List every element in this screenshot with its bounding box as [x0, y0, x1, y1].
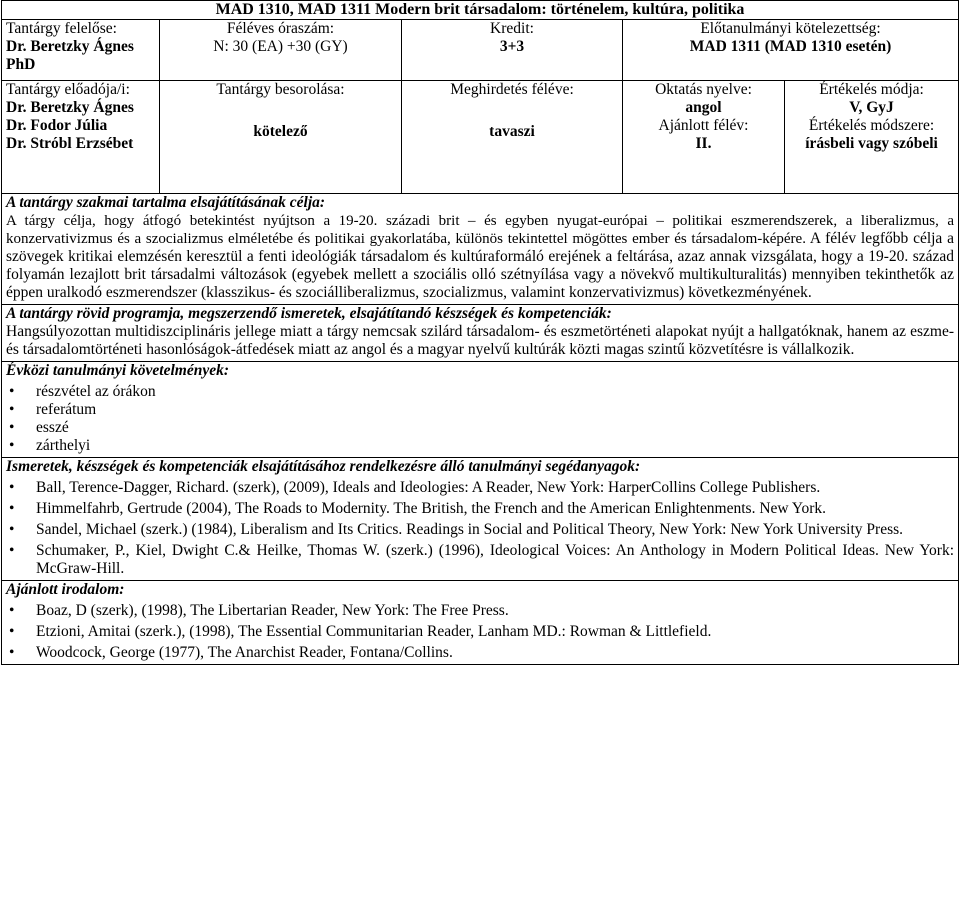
cel-heading: A tantárgy szakmai tartalma elsajátításának célja: [6, 194, 326, 211]
cel-body-a: A tárgy célja, hogy átfogó betekintést nyújtson a 19-20. századi brit – és egyben nyugat-európai – politikai eszmerendszerek, a liberalizmus, a konzervativizmus és a szocializmus elméletébe és politikai gyakorlatába, különös tekintettel mögöttes ember és társadalom-képére. [6, 213, 955, 247]
kovetelmenyek-list [6, 383, 954, 455]
elotan-label: Előtanulmányi kötelezettség: [700, 20, 881, 37]
besorolas-value: kötelező [253, 123, 308, 140]
list-item: • részvétel az órákon [6, 383, 954, 401]
nyelv-label: Oktatás nyelve: [655, 81, 752, 98]
irodalom-list [6, 602, 954, 662]
felelos-cell [2, 20, 160, 81]
eloado-3: Dr. Stróbl Erzsébet [6, 135, 134, 152]
felelos-name: Dr. Beretzky Ágnes PhD [6, 38, 134, 73]
meghirdetes-label: Meghirdetés féléve: [450, 81, 574, 98]
kovetelmenyek-section [2, 362, 959, 458]
meghirdetes-cell [402, 81, 623, 194]
nyelv-cell [623, 81, 785, 194]
ertekeles-cell [785, 81, 959, 194]
modszer-label: Értékelés módszere: [808, 117, 935, 134]
nyelv-value: angol [685, 99, 722, 116]
besorolas-label: Tantárgy besorolása: [216, 81, 345, 98]
segedanyagok-section [2, 458, 959, 581]
felelos-label: Tantárgy felelőse: [6, 20, 117, 37]
eloado-2: Dr. Fodor Júlia [6, 117, 108, 134]
eloado-1: Dr. Beretzky Ágnes [6, 99, 134, 116]
segedanyagok-heading: Ismeretek, készségek és kompetenciák elsajátításához rendelkezésre álló tanulmányi segédanyagok: [6, 458, 641, 475]
cel-section [2, 194, 959, 305]
meghirdetes-value: tavaszi [489, 123, 535, 140]
list-item: • referátum [6, 401, 954, 419]
eloado-label: Tantárgy előadója/i: [6, 81, 130, 98]
irodalom-heading: Ajánlott irodalom: [6, 581, 125, 598]
besorolas-cell [160, 81, 402, 194]
oraszam-value: N: 30 (EA) +30 (GY) [213, 38, 348, 55]
list-item: • zárthelyi [6, 437, 954, 455]
ertekeles-value: V, GyJ [849, 99, 894, 116]
list-item: • Sandel, Michael (szerk.) (1984), Liberalism and Its Critics. Readings in Social and Political Theory, New York: New York University Press. [6, 521, 954, 539]
course-title: MAD 1310, MAD 1311 Modern brit társadalom: történelem, kultúra, politika [2, 1, 959, 20]
segedanyagok-list [6, 479, 954, 578]
list-item: • Schumaker, P., Kiel, Dwight C.& Heilke, Thomas W. (szerk.) (1996), Ideological Voices: An Anthology in Modern Political Ideas. New York: McGraw-Hill. [6, 542, 954, 578]
kredit-value: 3+3 [499, 38, 525, 55]
program-heading: A tantárgy rövid programja, megszerzendő ismeretek, elsajátítandó készségek és kompetenciák: [6, 305, 612, 322]
ertekeles-label: Értékelés módja: [819, 81, 924, 98]
program-body: Hangsúlyozottan multidiszciplináris jellege miatt a tárgy nemcsak szilárd társadalom- és eszmetörténeti alapokat nyújt a hallgatóknak, hanem az eszme- és társadalomtörténeti hasonlóságok-átfedések miatt az angol és a magyar nyelvű kultúrák közti magas szintű közvetítésre is vállalkozik. [6, 323, 955, 358]
cel-body [6, 212, 954, 302]
kovetelmenyek-heading: Évközi tanulmányi követelmények: [6, 362, 230, 379]
list-item: • Himmelfahrb, Gertrude (2004), The Roads to Modernity. The British, the French and the American Enlightenments. New York. [6, 500, 954, 518]
modszer-value: írásbeli vagy szóbeli [805, 135, 938, 152]
course-table [1, 0, 959, 665]
ajanlott-value: II. [695, 135, 712, 152]
eloado-cell [2, 81, 160, 194]
program-section [2, 305, 959, 362]
oraszam-cell [160, 20, 402, 81]
ajanlott-label: Ajánlott félév: [658, 117, 749, 134]
list-item: • esszé [6, 419, 954, 437]
list-item: • Boaz, D (szerk), (1998), The Libertarian Reader, New York: The Free Press. [6, 602, 954, 620]
cel-body-b: A félév legfőbb célja a szövegek kritikai elemzésén keresztül a fenti ideológiák társadalom és kultúraformáló erejének a feltárása, azaz annak vizsgálata, hogy a 19-20. század folyamán lezajlott brit társadalmi változások (egyebek mellett a szociális olló szétnyílása vagy a növekvő multikulturalitás) mennyiben tekinthetők az éppen uralkodó eszmerendszer (klasszikus- és szociálliberalizmus, szocializmus, valamint konzervativizmus) következményének. [6, 230, 955, 301]
list-item: • Woodcock, George (1977), The Anarchist Reader, Fontana/Collins. [6, 644, 954, 662]
irodalom-section [2, 581, 959, 665]
list-item: • Etzioni, Amitai (szerk.), (1998), The Essential Communitarian Reader, Lanham MD.: Rowman & Littlefield. [6, 623, 954, 641]
kredit-cell [402, 20, 623, 81]
elotan-value: MAD 1311 (MAD 1310 esetén) [689, 38, 892, 55]
list-item: • Ball, Terence-Dagger, Richard. (szerk), (2009), Ideals and Ideologies: A Reader, New York: HarperCollins College Publishers. [6, 479, 954, 497]
kredit-label: Kredit: [490, 20, 534, 37]
oraszam-label: Féléves óraszám: [226, 20, 335, 37]
elotan-cell [623, 20, 959, 81]
